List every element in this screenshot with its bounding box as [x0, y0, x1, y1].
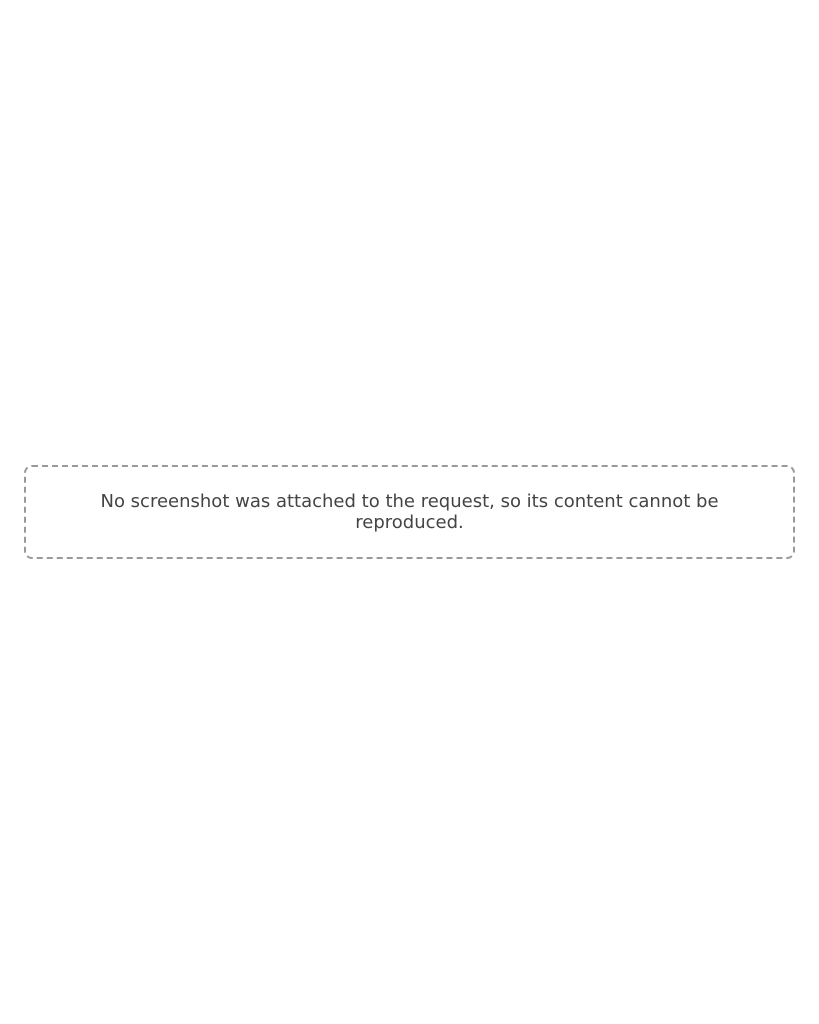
missing-image-notice: No screenshot was attached to the request, so its content cannot be reproduced. — [24, 465, 795, 559]
